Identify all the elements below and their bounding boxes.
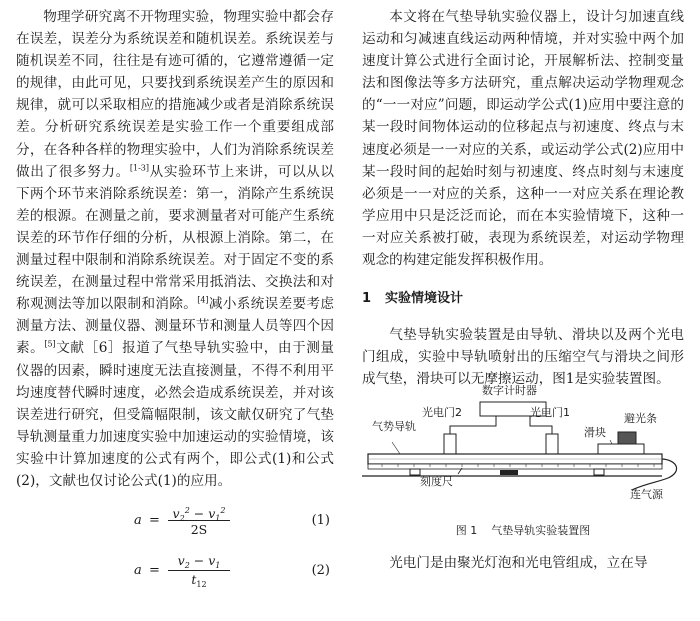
citation-4: [4] bbox=[197, 295, 209, 305]
overview-paragraph: 本文将在气垫导轨实验仪器上，设计匀加速直线运动和匀减速直线运动两种情境，并对实验中两个加速度计算公式进行全面讨论，开展解析法、控制变量法和图像法等多方法研究，重点解决运动学物理观念的“一一对应”问题，即运动学公式(1)应用中要注意的某一段时间物体运动的位移起点与初速度、终点与末速度必须是一一对应的关系，或运动学公式(2)应用中某一段时间的起始时刻与初速度、终点时刻与末速度必须是一一对应的关系，这种一一对应关系在理论教学应用中只是泛泛而论，而在本实验情境下，这种一一对应关系被打破，表现为系统误差，对运动学物理观念的构建定能发挥积极作用。 bbox=[362, 9, 684, 269]
label-rail: 气势导轨 bbox=[372, 420, 416, 434]
left-column bbox=[16, 6, 334, 598]
label-timer: 数字计时器 bbox=[482, 384, 537, 398]
figure-caption: 图 1 气垫导轨实验装置图 bbox=[455, 524, 591, 538]
light-shade bbox=[618, 432, 636, 444]
equation-number-2: (2) bbox=[311, 563, 330, 579]
figure-1-apparatus bbox=[362, 384, 684, 518]
intro-paragraph: 物理学研究离不开物理实验，物理实验中都会存在误差，误差分为系统误差和随机误差。系统误差与随机误差不同，往往是有迹可循的，它遵常遵循一定的规律，由此可见，只要找到系统误差产生的原因和规律，就可以采取相应的措施减少或者是消除系统误差。分析研究系统误差是实验工作一个重要组成部分，在各种各样的物理实验中，人们为消除系统误差做出了很多努力。[1-3]从实验环节上来讲，可以从以下两个环节来消除系统误差：第一，消除产生系统误差的根源。在测量之前，要求测量者对可能产生系统误差的环节作仔细的分析，从根源上消除。第二，在测量过程中限制和消除系统误差。对于固定不变的系统误差，在测量过程中常常采用抵消法、交换法和对称观测法等加以限制和消除。[4]减小系统误差要考虑测量方法、测量仪器、测量环节和测量人员等四个因素。[5]文献［6］报道了气垫导轨实验中，由于测量仪器的因素，瞬时速度无法直接测量，不得不利用平均速度替代瞬时速度，必然会造成系统误差，并对该误差进行研究，但受篇幅限制，该文献仅研究了气垫导轨测量重力加速度实验中加速运动的实验情境，该实验中计算加速度的公式有两个，即公式(1)和公式(2)，文献也仅讨论公式(1)的应用。 bbox=[16, 9, 335, 489]
apparatus-paragraph: 气垫导轨实验装置是由导轨、滑块以及两个光电门组成，实验中导轨喷射出的压缩空气与滑块之间形成气垫，滑块可以无摩擦运动，图1是实验装置图。 bbox=[362, 327, 684, 388]
label-shade: 避光条 bbox=[624, 412, 657, 426]
slider-block bbox=[598, 444, 644, 454]
label-scale: 刻度尺 bbox=[420, 475, 453, 489]
equation-number-1: (1) bbox=[311, 513, 330, 529]
label-gate2: 光电门2 bbox=[422, 406, 462, 420]
photogate-paragraph: 光电门是由聚光灯泡和光电管组成，立在导 bbox=[389, 555, 648, 572]
equation-1: a = $v_2^2 - v_1^2$ 2S (1) bbox=[134, 506, 330, 538]
right-column bbox=[362, 6, 684, 575]
label-air-source: 连气源 bbox=[630, 488, 663, 502]
label-gate1: 光电门1 bbox=[530, 406, 570, 420]
support-middle bbox=[500, 470, 518, 475]
equation-2: a = $v_2 - v_1$ $t_{12}$ (2) bbox=[134, 553, 330, 590]
support-right bbox=[594, 469, 604, 475]
label-slider: 滑块 bbox=[584, 426, 606, 440]
citation-1-3: [1-3] bbox=[129, 163, 149, 173]
scale-ruler bbox=[368, 464, 662, 469]
citation-5: [5] bbox=[44, 339, 56, 349]
section-heading: 1 实验情境设计 bbox=[362, 291, 464, 307]
support-left bbox=[410, 469, 420, 475]
